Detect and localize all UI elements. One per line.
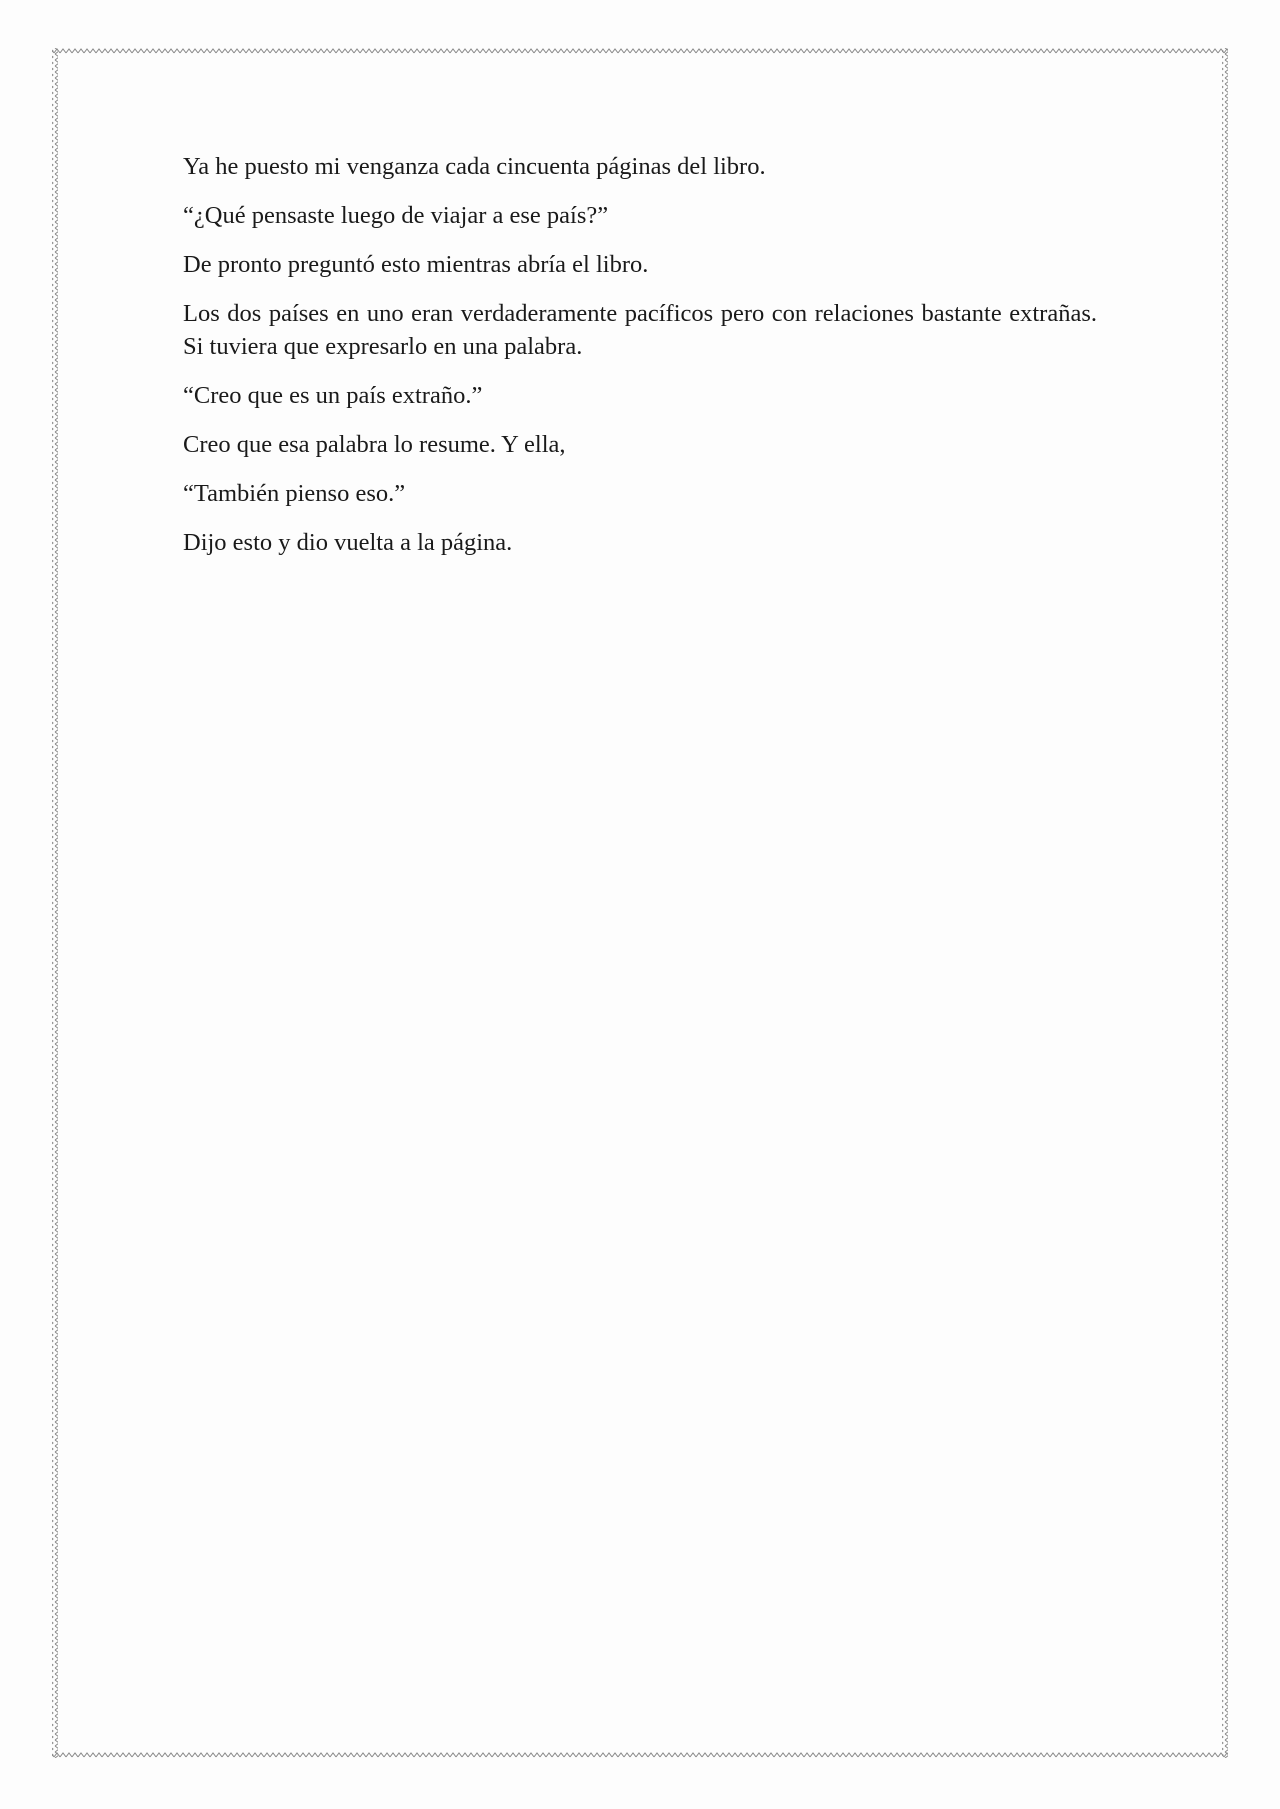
paragraph-4: Los dos países en uno eran verdaderamente pacíficos pero con relaciones bastante extrañas. Si tuviera que expresarlo en una palabra.	[183, 300, 1097, 360]
border-top	[52, 48, 1228, 54]
border-right	[1222, 48, 1228, 1758]
border-bottom	[52, 1752, 1228, 1758]
paragraph-8: Dijo esto y dio vuelta a la página.	[183, 529, 513, 556]
paragraph-1: Ya he puesto mi venganza cada cincuenta páginas del libro.	[183, 153, 766, 180]
paragraph-6: Creo que esa palabra lo resume. Y ella,	[183, 431, 566, 458]
paragraph-2: “¿Qué pensaste luego de viajar a ese país?”	[183, 202, 609, 229]
paragraph-5: “Creo que es un país extraño.”	[183, 382, 483, 409]
border-left	[52, 48, 58, 1758]
paragraph-7: “También pienso eso.”	[183, 480, 406, 507]
paragraph-3: De pronto preguntó esto mientras abría el libro.	[183, 251, 649, 278]
body-text	[183, 150, 1097, 575]
